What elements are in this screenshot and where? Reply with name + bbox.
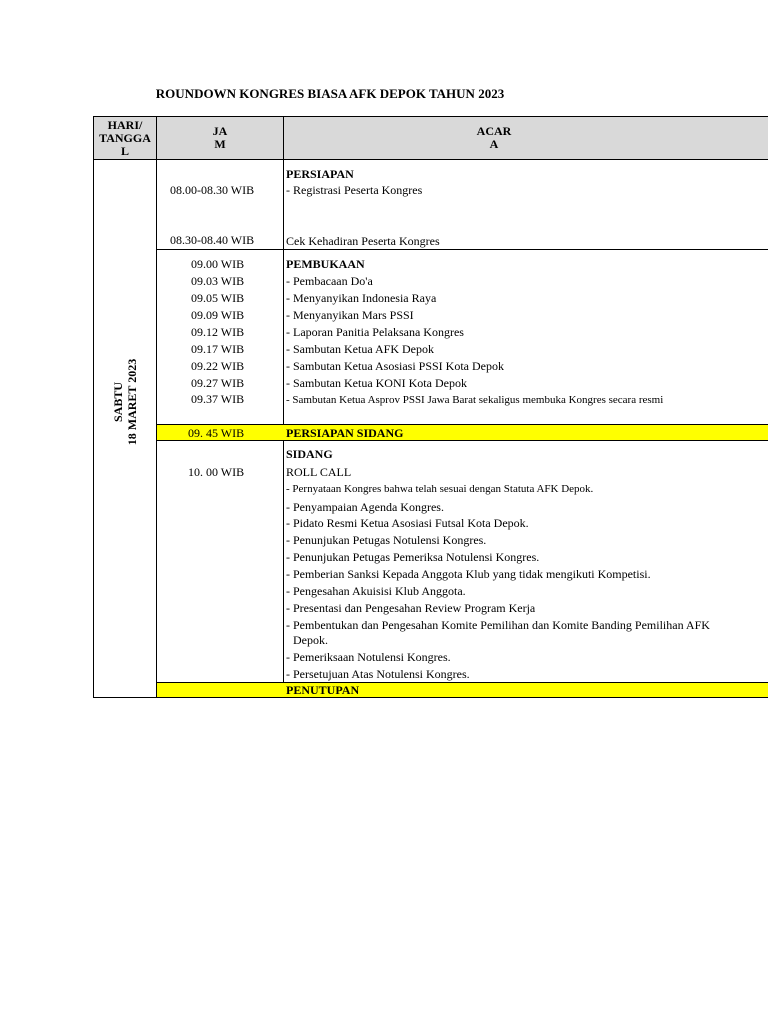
agenda-item: - Penyampaian Agenda Kongres. — [286, 500, 444, 514]
time-slot: 10. 00 WIB — [188, 465, 245, 479]
agenda-item: - Sambutan Ketua AFK Depok — [286, 342, 434, 356]
header-acara: ACAR A — [476, 124, 512, 151]
persiapan-sidang-row — [157, 424, 768, 441]
agenda-item: - Menyanyikan Indonesia Raya — [286, 291, 437, 305]
section-pembukaan-title: PEMBUKAAN — [286, 257, 365, 271]
time-slot: 09.00 WIB — [191, 257, 245, 271]
section-sidang-title: SIDANG — [286, 447, 333, 461]
time-slot: 09.12 WIB — [191, 325, 245, 339]
penutupan-row — [157, 683, 768, 697]
day-label: SABTU 18 MARET 2023 — [111, 358, 139, 446]
agenda-item: - Pemberian Sanksi Kepada Anggota Klub yang tidak mengikuti Kompetisi. — [286, 567, 651, 581]
agenda-item: Cek Kehadiran Peserta Kongres — [286, 234, 440, 248]
agenda-item: - Penunjukan Petugas Pemeriksa Notulensi Kongres. — [286, 550, 540, 564]
time-slot: 09.05 WIB — [191, 291, 245, 305]
time-slot: 09.17 WIB — [191, 342, 245, 356]
header-hari-tanggal: HARI/ TANGGA L — [99, 118, 151, 158]
agenda-item: - Presentasi dan Pengesahan Review Program Kerja — [286, 601, 536, 615]
header-jam: JA M — [212, 124, 228, 151]
section-penutupan-title: PENUTUPAN — [286, 683, 360, 697]
section-persiapan-title: PERSIAPAN — [286, 167, 354, 181]
time-slot: 09.27 WIB — [191, 376, 245, 390]
time-slot: 09. 45 WIB — [188, 426, 245, 440]
agenda-item: - Sambutan Ketua KONI Kota Depok — [286, 376, 467, 390]
agenda-item: - Persetujuan Atas Notulensi Kongres. — [286, 667, 470, 681]
time-slot: 09.22 WIB — [191, 359, 245, 373]
time-slot: 09.37 WIB — [191, 392, 245, 406]
section-persiapan-sidang-title: PERSIAPAN SIDANG — [286, 426, 404, 440]
page-title: ROUNDOWN KONGRES BIASA AFK DEPOK TAHUN 2023 — [155, 86, 505, 101]
time-slot: 08.30-08.40 WIB — [170, 233, 255, 247]
agenda-item: - Pengesahan Akuisisi Klub Anggota. — [286, 584, 466, 598]
time-slot: 09.03 WIB — [191, 274, 245, 288]
agenda-item: Depok. — [293, 633, 328, 647]
agenda-item: - Registrasi Peserta Kongres — [286, 183, 423, 197]
agenda-item: - Pemeriksaan Notulensi Kongres. — [286, 650, 451, 664]
agenda-item: - Laporan Panitia Pelaksana Kongres — [286, 325, 464, 339]
agenda-item: - Sambutan Ketua Asprov PSSI Jawa Barat sekaligus membuka Kongres secara resmi — [286, 394, 664, 406]
agenda-item: - Penunjukan Petugas Notulensi Kongres. — [286, 533, 487, 547]
time-slot: 08.00-08.30 WIB — [170, 183, 255, 197]
agenda-item: - Pidato Resmi Ketua Asosiasi Futsal Kota Depok. — [286, 516, 529, 530]
roll-call: ROLL CALL — [286, 465, 352, 479]
time-slot: 09.09 WIB — [191, 308, 245, 322]
agenda-item: - Menyanyikan Mars PSSI — [286, 308, 414, 322]
agenda-item: - Sambutan Ketua Asosiasi PSSI Kota Depok — [286, 359, 504, 373]
agenda-item: - Pembacaan Do'a — [286, 274, 373, 288]
agenda-item: - Pembentukan dan Pengesahan Komite Pemilihan dan Komite Banding Pemilihan AFK — [286, 618, 710, 632]
agenda-item: - Pernyataan Kongres bahwa telah sesuai dengan Statuta AFK Depok. — [286, 483, 594, 495]
